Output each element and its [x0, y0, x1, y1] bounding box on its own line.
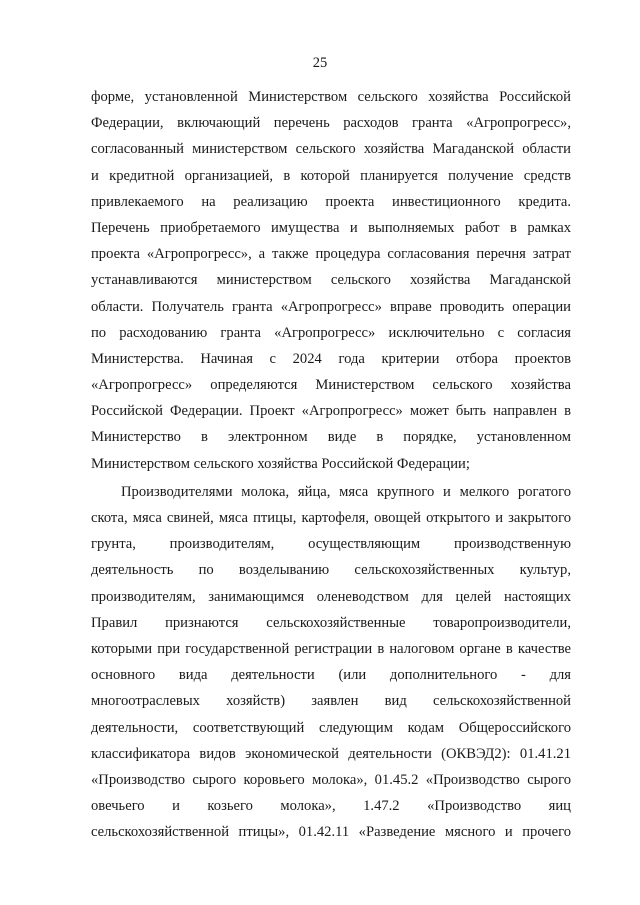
document-body	[91, 84, 571, 845]
paragraph-line: проекта «Агропрогресс», а также процедура согласования перечня затрат	[91, 246, 571, 263]
paragraph-line: «Агропрогресс» определяются Министерством сельского хозяйства	[91, 377, 571, 394]
paragraph-line: Федерации, включающий перечень расходов гранта «Агропрогресс»,	[91, 115, 571, 132]
paragraph	[91, 84, 571, 477]
paragraph-line: «Производство сырого коровьего молока», 01.45.2 «Производство сырого	[91, 771, 571, 788]
paragraph-line: Министерство в электронном виде в порядке, установленном	[91, 429, 571, 446]
paragraph-line: по расходованию гранта «Агропрогресс» исключительно с согласия	[91, 324, 571, 341]
paragraph-line: Правил признаются сельскохозяйственные товаропроизводители,	[91, 614, 571, 631]
paragraph-line: деятельности, соответствующий следующим кодам Общероссийского	[91, 719, 571, 736]
paragraph-line: и кредитной организацией, в которой планируется получение средств	[91, 167, 571, 184]
paragraph-line: классификатора видов экономической деятельности (ОКВЭД2): 01.41.21	[91, 745, 571, 762]
paragraph-line: овечьего и козьего молока», 1.47.2 «Производство яиц	[91, 798, 571, 815]
paragraph-line: форме, установленной Министерством сельского хозяйства Российской	[91, 89, 571, 105]
paragraph-line: устанавливаются министерством сельского хозяйства Магаданской	[91, 272, 571, 289]
paragraph-line: области. Получатель гранта «Агропрогресс» вправе проводить операции	[91, 298, 571, 315]
paragraph-line: деятельность по возделыванию сельскохозяйственных культур,	[91, 562, 571, 579]
paragraph-line: Перечень приобретаемого имущества и выполняемых работ в рамках	[91, 219, 571, 236]
paragraph	[91, 479, 571, 846]
paragraph-line: которыми при государственной регистрации в налоговом органе в качестве	[91, 640, 571, 657]
paragraph-line: грунта, производителям, осуществляющим производственную	[91, 536, 571, 553]
paragraph-line: многоотраслевых хозяйств) заявлен вид сельскохозяйственной	[91, 693, 571, 710]
paragraph-line: привлекаемого на реализацию проекта инвестиционного кредита.	[91, 193, 571, 210]
paragraph-line: Российской Федерации. Проект «Агропрогресс» может быть направлен в	[91, 403, 571, 420]
paragraph-line: сельскохозяйственной птицы», 01.42.11 «Разведение мясного и прочего	[91, 824, 571, 841]
paragraph-line: Министерства. Начиная с 2024 года критерии отбора проектов	[91, 350, 571, 367]
paragraph-line: производителям, занимающимся оленеводством для целей настоящих	[91, 588, 571, 605]
paragraph-line: Министерством сельского хозяйства Российской Федерации;	[91, 455, 470, 472]
paragraph-line: скота, мяса свиней, мяса птицы, картофеля, овощей открытого и закрытого	[91, 510, 571, 526]
paragraph-line: согласованный министерством сельского хозяйства Магаданской области	[91, 141, 571, 158]
paragraph-line: основного вида деятельности (или дополнительного - для	[91, 667, 571, 684]
page-number: 25	[312, 55, 328, 71]
paragraph-line: Производителями молока, яйца, мяса крупного и мелкого рогатого	[121, 483, 571, 500]
